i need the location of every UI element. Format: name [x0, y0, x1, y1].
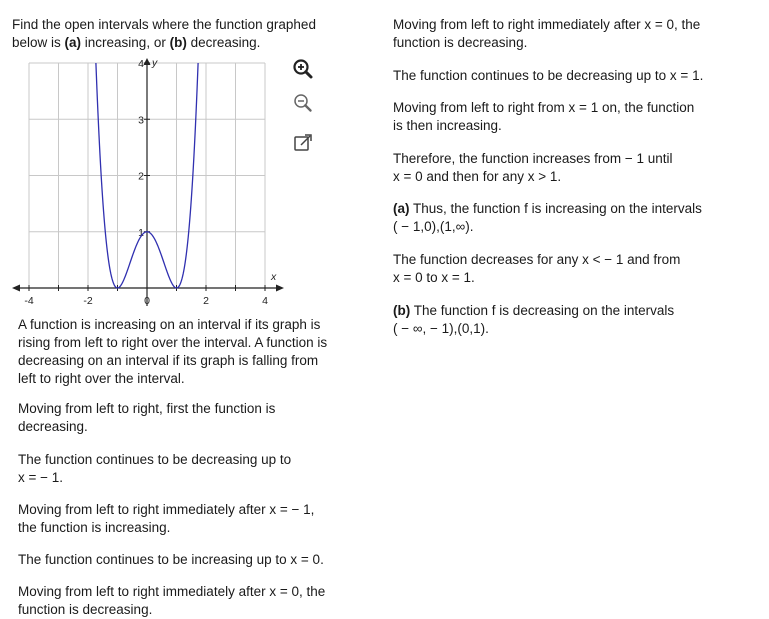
question-line-2 — [12, 34, 260, 52]
question-text: below is — [12, 35, 65, 50]
part-a-label: (a) — [64, 35, 82, 50]
answer-b-label: (b) — [393, 303, 411, 318]
part-b-label: (b) — [169, 35, 187, 50]
right-para-4-line-2: x = 0 and then for any x > 1. — [393, 169, 562, 184]
y-tick-label: 2 — [138, 170, 144, 183]
right-para-3-line-2: is then increasing. — [393, 118, 502, 133]
left-para-5-line-1: The function continues to be increasing up to x = 0. — [18, 552, 324, 567]
left-para-3-line-1: The function continues to be decreasing up to — [18, 452, 292, 467]
answer-a-label: (a) — [393, 201, 410, 216]
zoom-out-icon[interactable] — [290, 90, 316, 116]
right-para-4-line-1: Therefore, the function increases from − 1 until — [393, 151, 673, 166]
question-text: increasing, or — [81, 35, 170, 50]
answer-b-intervals: ( − ∞, − 1),(0,1). — [393, 321, 489, 336]
left-para-4-line-1: Moving from left to right immediately after x = − 1, — [18, 502, 315, 517]
x-tick-label: 0 — [144, 295, 150, 307]
x-tick-label: 2 — [203, 295, 209, 307]
y-axis-label: y — [152, 58, 158, 69]
answer-a-text: Thus, the function f is increasing on the intervals — [409, 201, 702, 216]
zoom-in-icon[interactable] — [290, 56, 316, 82]
answer-b-line-1 — [393, 302, 674, 320]
left-para-6-line-2: function is decreasing. — [18, 602, 153, 617]
x-tick-label: -2 — [83, 295, 93, 307]
right-para-2: The function continues to be decreasing up to x = 1. — [393, 68, 704, 83]
right-para-1-line-1: Moving from left to right immediately after x = 0, the — [393, 17, 701, 32]
y-tick-label: 4 — [138, 58, 144, 70]
right-para-1-line-2: function is decreasing. — [393, 35, 528, 50]
x-axis-label: x — [271, 271, 277, 283]
left-para-1-line-4: left to right over the interval. — [18, 371, 185, 386]
left-para-1-line-1: A function is increasing on an interval if its graph is — [18, 317, 321, 332]
x-tick-label: -4 — [24, 295, 34, 307]
answer-a-line-1 — [393, 200, 702, 218]
function-graph — [12, 58, 287, 313]
popout-icon[interactable] — [290, 130, 316, 156]
x-axis-arrow — [276, 285, 284, 292]
left-para-1-line-2: rising from left to right over the interval. A function is — [18, 335, 328, 350]
y-axis-arrow — [144, 58, 151, 65]
y-tick-label: 1 — [138, 226, 144, 239]
y-tick-label: 3 — [138, 114, 144, 127]
left-para-4-line-2: the function is increasing. — [18, 520, 171, 535]
answer-b-text: The function f is decreasing on the intervals — [410, 303, 675, 318]
left-para-3-line-2: x = − 1. — [18, 470, 64, 485]
left-para-2-line-2: decreasing. — [18, 419, 88, 434]
question-text: decreasing. — [186, 35, 261, 50]
left-para-6-line-1: Moving from left to right immediately after x = 0, the — [18, 584, 326, 599]
question-line-1: Find the open intervals where the function graphed — [12, 17, 316, 32]
x-axis-arrow-left — [12, 285, 20, 292]
right-para-6-line-2: x = 0 to x = 1. — [393, 270, 475, 285]
left-para-2-line-1: Moving from left to right, first the function is — [18, 401, 276, 416]
right-para-6-line-1: The function decreases for any x < − 1 and from — [393, 252, 681, 267]
x-tick-label: 4 — [262, 295, 268, 307]
right-para-3-line-1: Moving from left to right from x = 1 on, the function — [393, 100, 695, 115]
answer-a-intervals: ( − 1,0),(1,∞). — [393, 219, 474, 234]
left-para-1-line-3: decreasing on an interval if its graph is falling from — [18, 353, 319, 368]
